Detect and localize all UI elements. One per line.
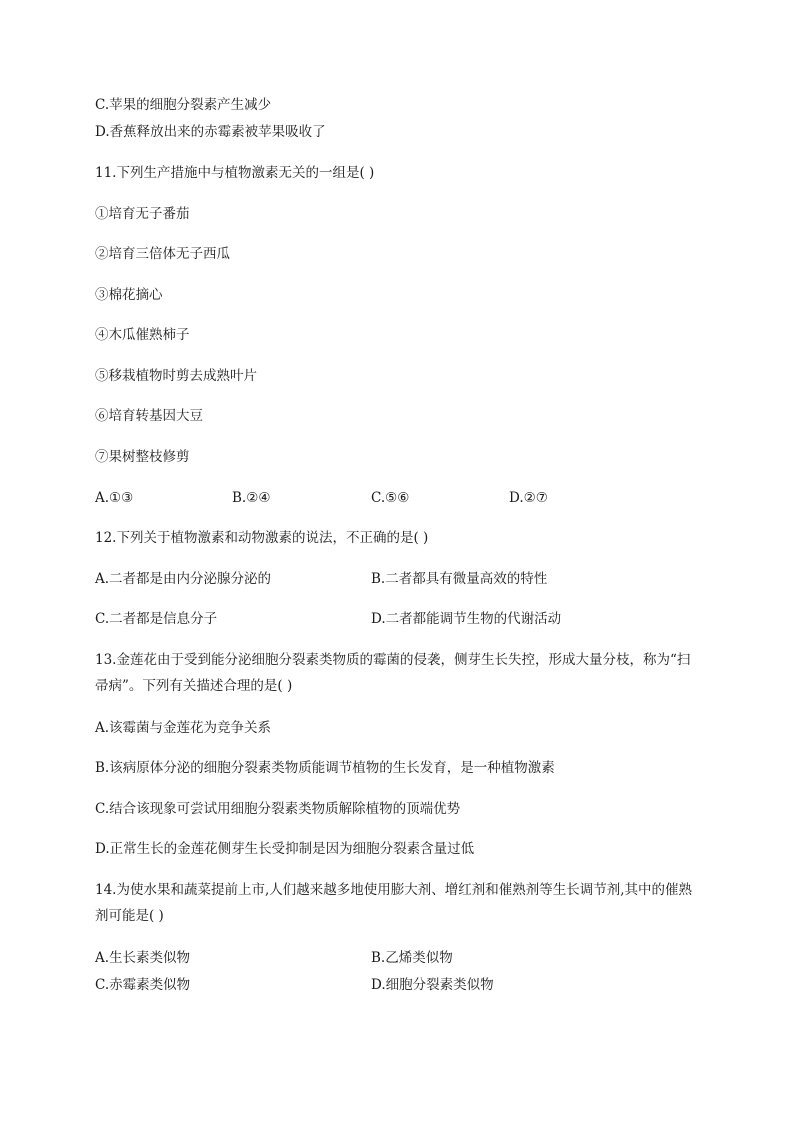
question-12-stem: 12.下列关于植物激素和动物激素的说法，不正确的是( ) [95, 530, 429, 546]
q12-option-d: D.二者都能调节生物的代谢活动 [371, 611, 562, 627]
q11-item-7: ⑦果树整枝修剪 [95, 449, 190, 465]
q11-item-1: ①培育无子番茄 [95, 206, 190, 222]
q14-option-d: D.细胞分裂素类似物 [371, 977, 494, 993]
q14-option-a: A.生长素类似物 [95, 950, 191, 966]
q11-item-4: ④木瓜催熟柿子 [95, 327, 190, 343]
prev-option-d: D.香蕉释放出来的赤霉素被苹果吸收了 [95, 124, 326, 140]
q11-item-2: ②培育三倍体无子西瓜 [95, 246, 230, 262]
prev-option-c: C.苹果的细胞分裂素产生减少 [95, 97, 272, 113]
q12-option-c: C.二者都是信息分子 [95, 611, 218, 627]
q12-option-b: B.二者都具有微量高效的特性 [371, 571, 548, 587]
q11-item-5: ⑤移栽植物时剪去成熟叶片 [95, 368, 257, 384]
q11-option-b: B.②④ [232, 490, 271, 506]
q11-option-d: D.②⑦ [509, 490, 548, 506]
question-11-stem: 11.下列生产措施中与植物激素无关的一组是( ) [95, 165, 375, 181]
q11-item-6: ⑥培育转基因大豆 [95, 408, 203, 424]
question-13-stem: 13.金莲花由于受到能分泌细胞分裂素类物质的霉菌的侵袭，侧芽生长失控，形成大量分枝，称为“扫帚病”。下列有关描述合理的是( ) [95, 652, 691, 694]
q13-option-d: D.正常生长的金莲花侧芽生长受抑制是因为细胞分裂素含量过低 [95, 841, 475, 857]
q14-option-c: C.赤霉素类似物 [95, 977, 191, 993]
q11-option-a: A.①③ [95, 490, 134, 506]
q12-option-a: A.二者都是由内分泌腺分泌的 [95, 571, 272, 587]
q13-option-c: C.结合该现象可尝试用细胞分裂素类物质解除植物的顶端优势 [95, 801, 461, 817]
q11-item-3: ③棉花摘心 [95, 287, 163, 303]
q13-option-a: A.该霉菌与金莲花为竞争关系 [95, 720, 272, 736]
q14-option-b: B.乙烯类似物 [371, 950, 453, 966]
q13-option-b: B.该病原体分泌的细胞分裂素类物质能调节植物的生长发育，是一种植物激素 [95, 760, 555, 776]
question-14-stem: 14.为使水果和蔬菜提前上市,人们越来越多地使用膨大剂、增红剂和催熟剂等生长调节剂,其中的催熟剂可能是( ) [95, 882, 693, 924]
q11-option-c: C.⑤⑥ [371, 490, 410, 506]
